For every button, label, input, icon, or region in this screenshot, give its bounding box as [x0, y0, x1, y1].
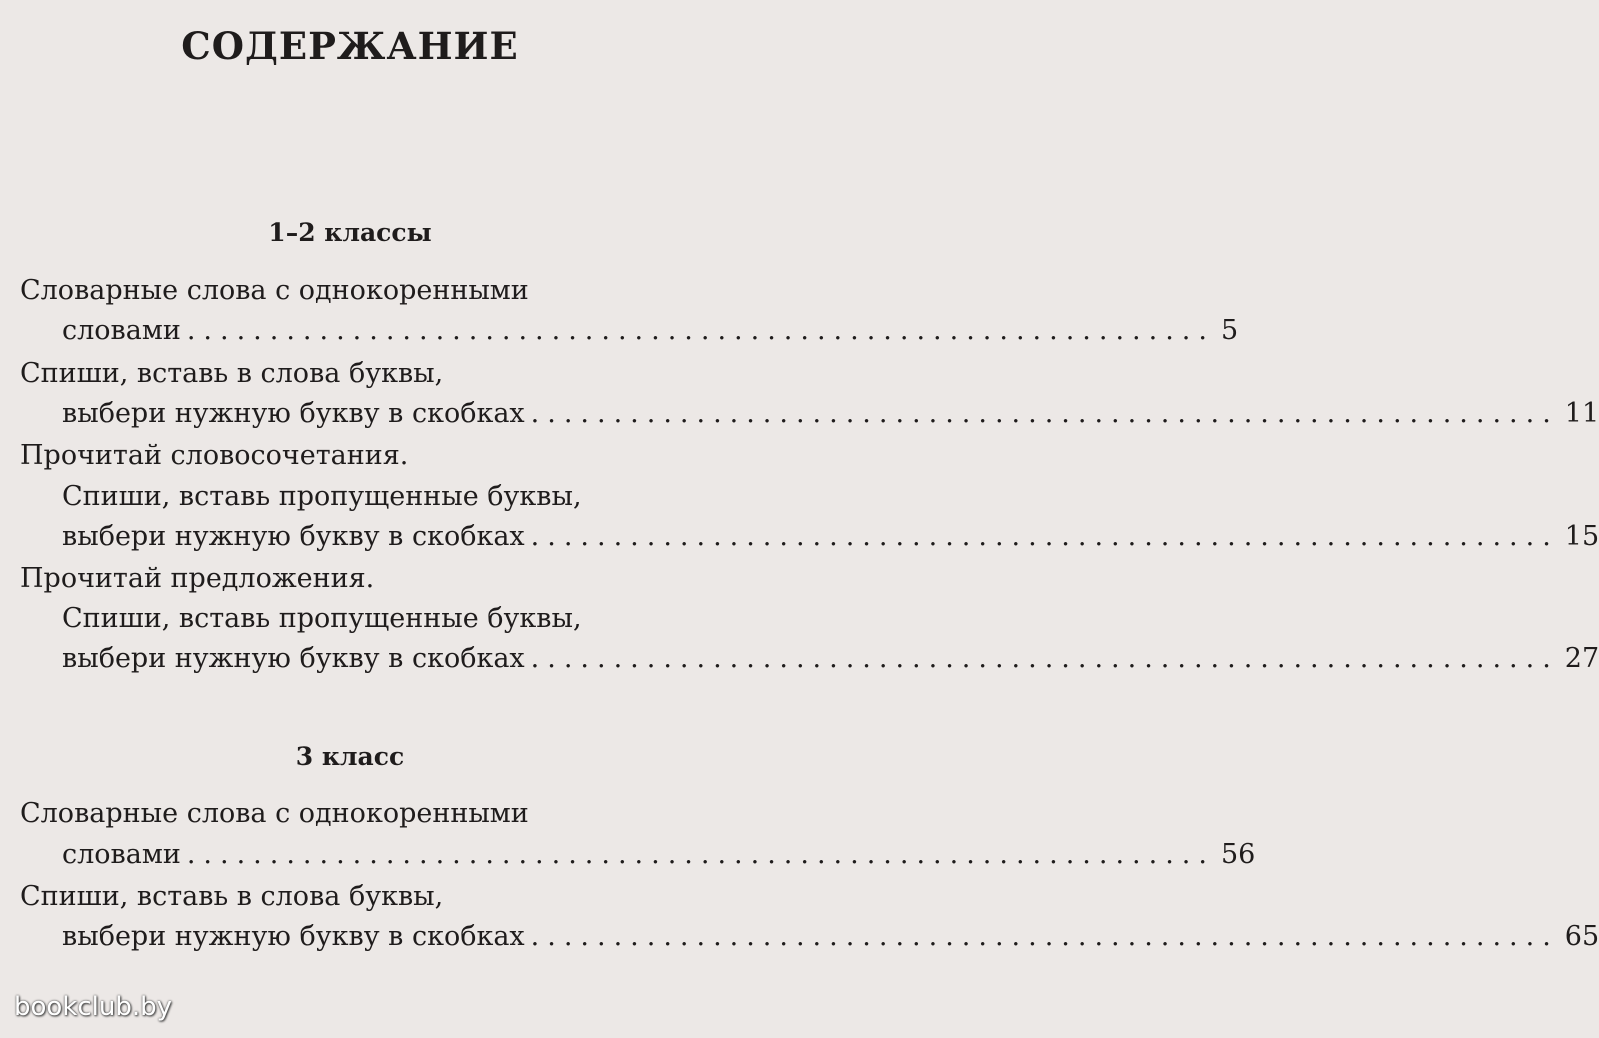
dot-leader: .............................................................. — [186, 839, 1215, 870]
page-number: 15 — [1564, 521, 1599, 552]
dot-leader: .............................................................. — [186, 315, 1215, 346]
toc-entry-line: Словарные слова с однокоренными — [20, 798, 529, 829]
toc-entry-line: Словарные слова с однокоренными — [20, 275, 529, 306]
toc-entry-text: выбери нужную букву в скобках — [62, 398, 525, 429]
section-heading: 3 класс — [295, 742, 405, 771]
page-title: СОДЕРЖАНИЕ — [181, 24, 519, 68]
toc-entry-row[interactable] — [62, 518, 1599, 556]
toc-entry-row[interactable] — [62, 836, 1256, 874]
toc-entry-text: словами — [62, 839, 181, 870]
toc-entry-line: Прочитай словосочетания. — [20, 440, 409, 471]
toc-entry-row[interactable] — [62, 640, 1599, 678]
page-number: 11 — [1564, 398, 1599, 429]
dot-leader: .............................................................. — [530, 521, 1559, 552]
page-number: 56 — [1220, 839, 1256, 870]
toc-entry-text: выбери нужную букву в скобках — [62, 921, 525, 952]
toc-entry-row[interactable] — [62, 918, 1599, 956]
page-number: 65 — [1564, 921, 1599, 952]
toc-entry-line: Спиши, вставь в слова буквы, — [20, 881, 444, 912]
toc-entry-row[interactable] — [62, 312, 1239, 350]
toc-entry-line: Спиши, вставь пропущенные буквы, — [62, 603, 582, 634]
dot-leader: .............................................................. — [530, 643, 1559, 674]
toc-entry-line: Прочитай предложения. — [20, 563, 375, 594]
page-number: 5 — [1220, 315, 1239, 346]
page-number: 27 — [1564, 643, 1599, 674]
watermark: bookclub.by — [14, 992, 173, 1022]
toc-entry-line: Спиши, вставь в слова буквы, — [20, 358, 444, 389]
dot-leader: .............................................................. — [530, 921, 1559, 952]
toc-entry-text: выбери нужную букву в скобках — [62, 521, 525, 552]
section-heading: 1–2 классы — [268, 218, 432, 247]
toc-entry-line: Спиши, вставь пропущенные буквы, — [62, 481, 582, 512]
dot-leader: .............................................................. — [530, 398, 1559, 429]
toc-entry-row[interactable] — [62, 395, 1599, 433]
toc-entry-text: словами — [62, 315, 181, 346]
toc-entry-text: выбери нужную букву в скобках — [62, 643, 525, 674]
